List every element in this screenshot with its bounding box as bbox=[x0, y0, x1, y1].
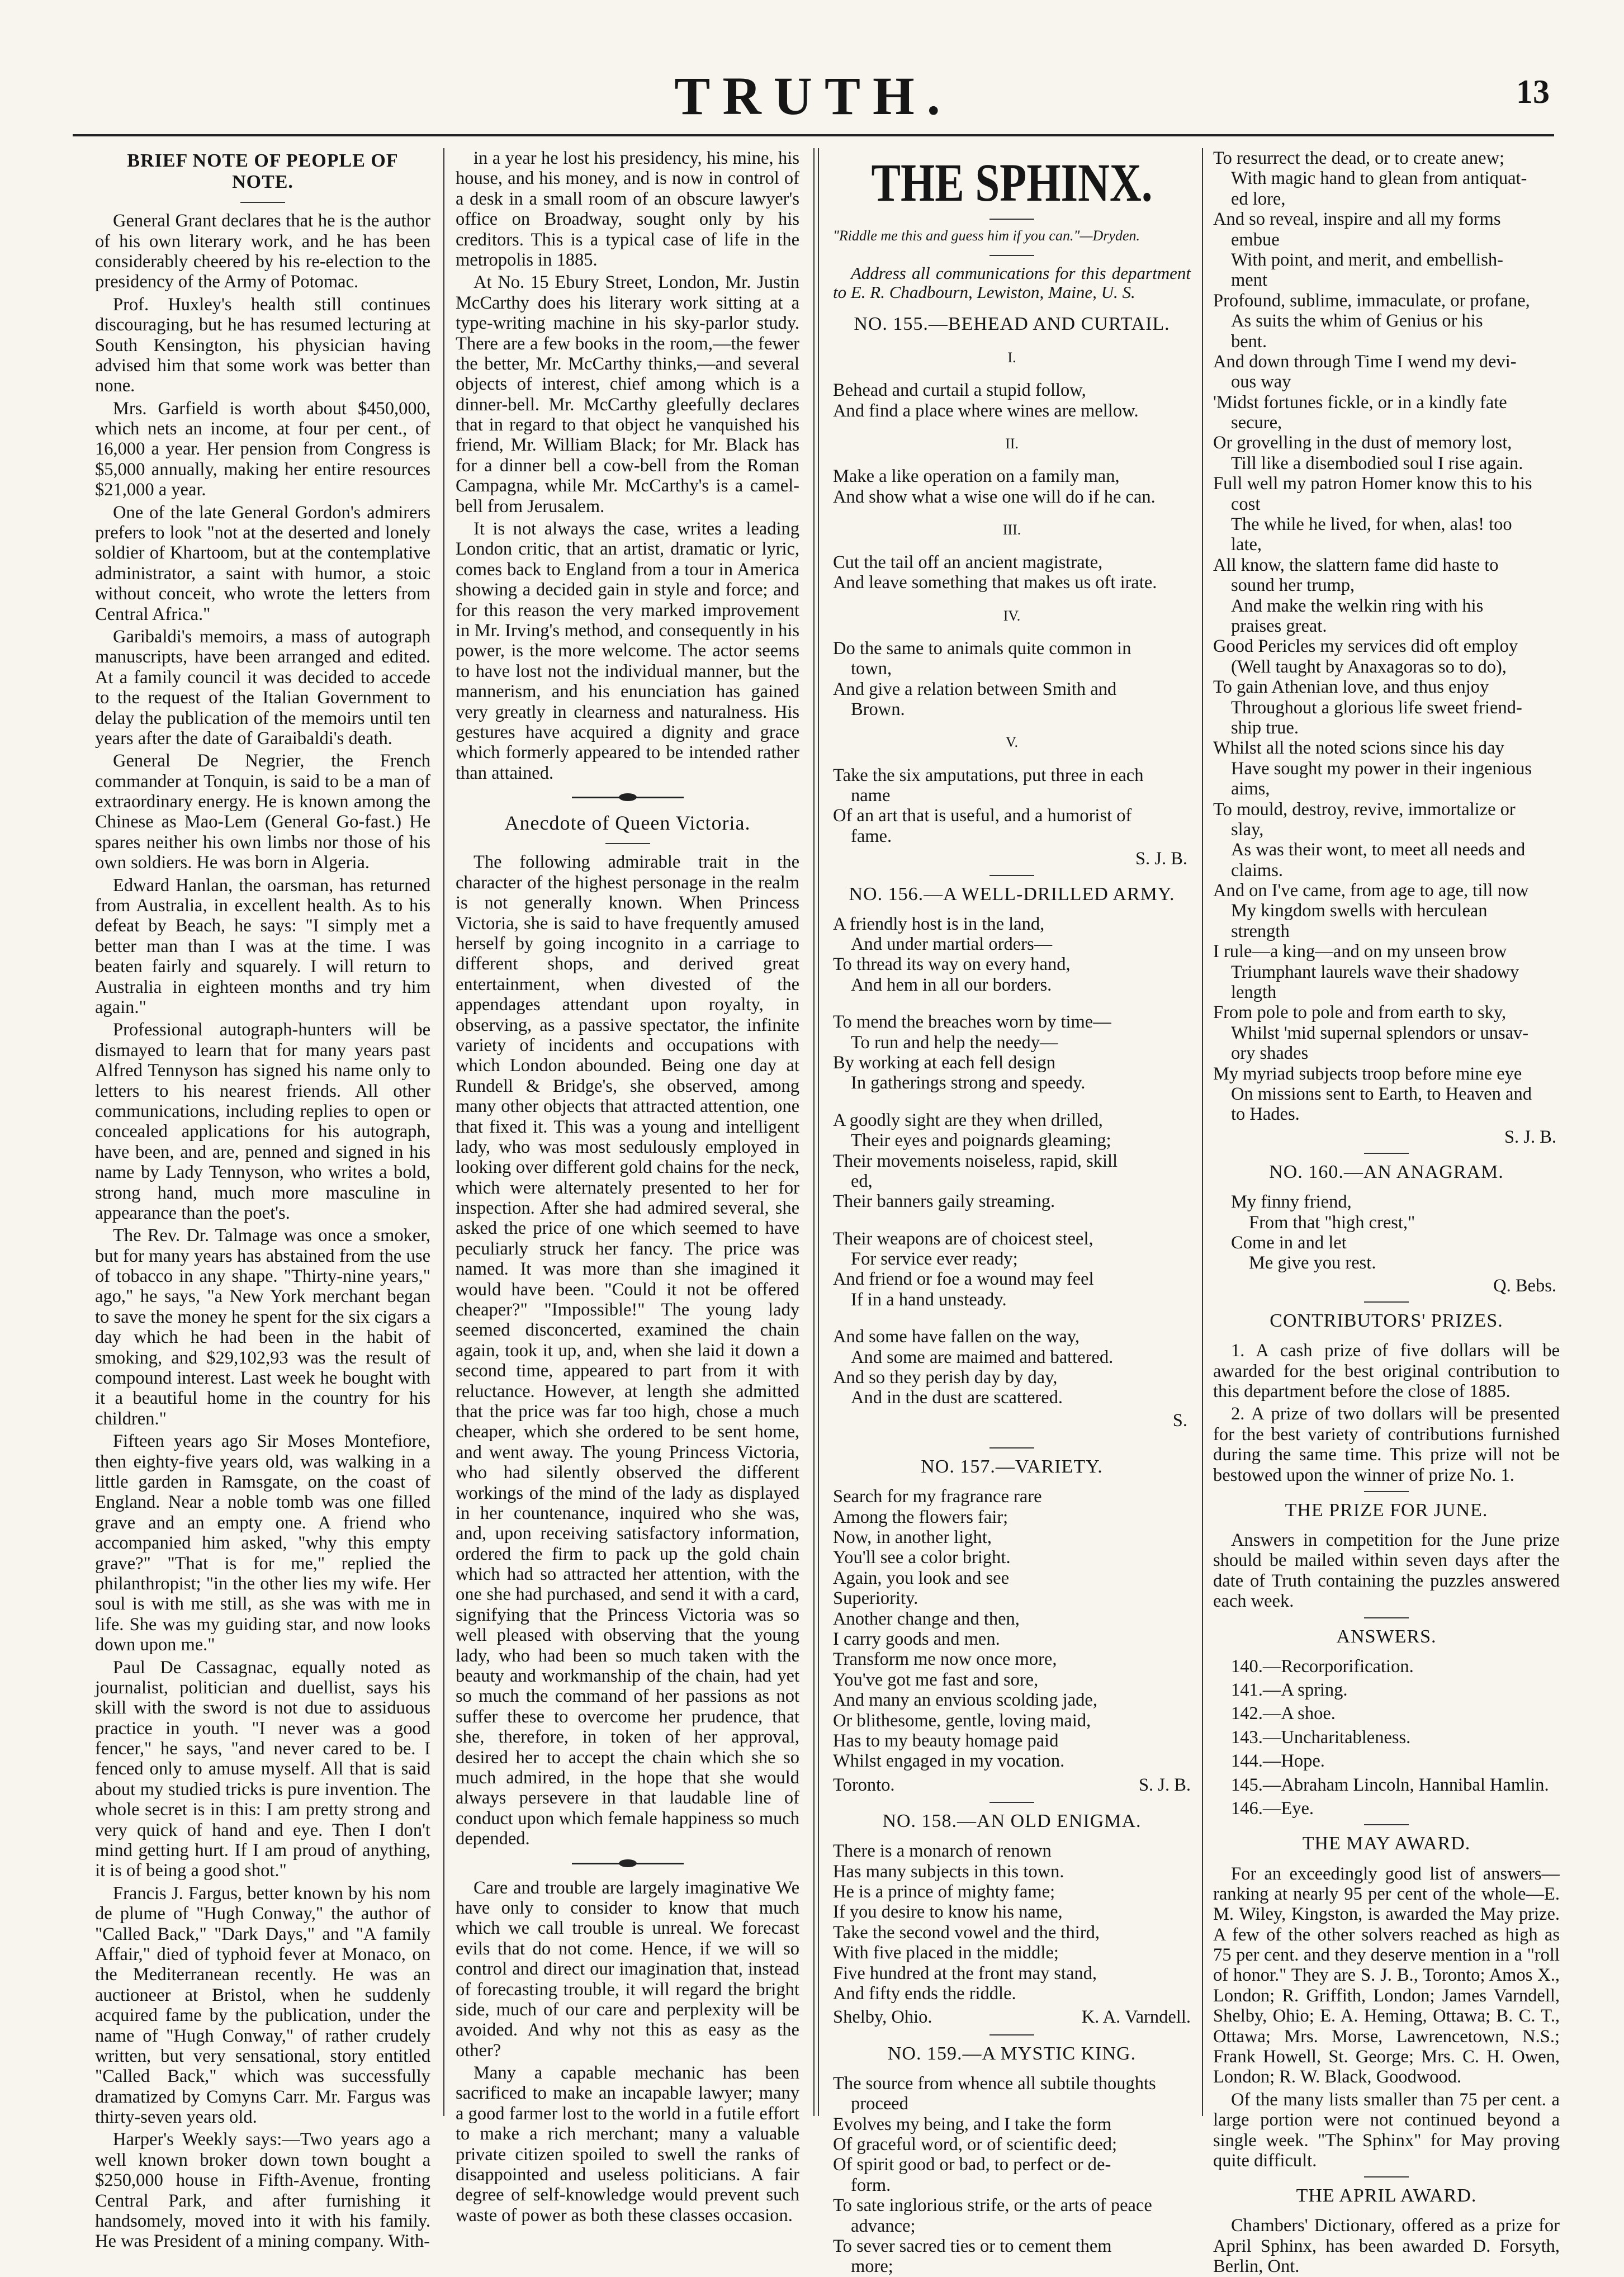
verse-line: Their banners gaily streaming. bbox=[833, 1191, 1055, 1212]
verse-line: And down through Time I wend my devi- bbox=[1213, 351, 1517, 372]
verse-line: From that "high crest," bbox=[1249, 1212, 1415, 1233]
paragraph: Harper's Weekly says:—Two years ago a well known broker down town bought a $250,000 house in Fifth-Avenue, fronting Central Park, and after furnishing it handsomely, moved into it with his family. He was President of a mining company. With- bbox=[95, 2129, 430, 2252]
verse-line: Cut the tail off an ancient magistrate, bbox=[833, 552, 1103, 573]
verse-line: You'll see a color bright. bbox=[833, 1547, 1011, 1568]
column-2 bbox=[456, 148, 799, 2226]
paragraph: General Grant declares that he is the author of his own literary work, and he has been considerably cheered by his re-election to the presidency of the Army of Potomac. bbox=[95, 211, 430, 292]
verse-line: And friend or foe a wound may feel bbox=[833, 1269, 1094, 1290]
verse-line: By working at each fell design bbox=[833, 1052, 1056, 1073]
divider bbox=[1364, 1153, 1409, 1154]
paragraph: Prof. Huxley's health still continues discouraging, but he has resumed lecturing at South Kensington, his physician having advised him that some work was better than none. bbox=[95, 294, 430, 396]
verse-line: Make a like operation on a family man, bbox=[833, 466, 1120, 487]
column-rule bbox=[1202, 148, 1203, 2116]
column-3 bbox=[833, 148, 1191, 2277]
section-heading: ANSWERS. bbox=[1336, 1626, 1437, 1647]
verse-line: Another change and then, bbox=[833, 1608, 1020, 1629]
verse-line: Of an art that is useful, and a humorist of bbox=[833, 806, 1132, 826]
verse-line: ory shades bbox=[1231, 1043, 1309, 1064]
verse-line: To mould, destroy, revive, immortalize or bbox=[1213, 799, 1516, 820]
paragraph: General De Negrier, the French commander at Tonquin, is said to be a man of extraordinary energy. He is known among the Chinese as Mao-Lem (General Go-fast.) He spares neither his own limbs nor those of his own soldiers. He was born in Algeria. bbox=[95, 751, 430, 873]
verse-line: more; bbox=[851, 2256, 893, 2277]
puzzle-155 bbox=[833, 349, 1191, 846]
signature: K. A. Varndell. bbox=[1081, 2007, 1191, 2028]
verse-line: Whilst engaged in my vocation. bbox=[833, 1751, 1065, 1772]
epigraph: "Riddle me this and guess him if you can."—Dryden. bbox=[833, 227, 1140, 244]
verse-line: And leave something that makes us oft irate. bbox=[833, 572, 1157, 593]
verse-line: My myriad subjects troop before mine eye bbox=[1213, 1063, 1522, 1084]
article-body bbox=[456, 148, 799, 783]
verse-line: If you desire to know his name, bbox=[833, 1902, 1063, 1923]
verse-line: To mend the breaches worn by time— bbox=[833, 1012, 1111, 1033]
stanza bbox=[833, 1110, 1191, 1212]
verse-line: bent. bbox=[1231, 331, 1267, 352]
verse-line: Has to my beauty homage paid bbox=[833, 1730, 1059, 1751]
roman-numeral: III. bbox=[1002, 521, 1021, 538]
verse-line: fame. bbox=[851, 826, 892, 846]
verse-line: The source from whence all subtile thoughts bbox=[833, 2073, 1156, 2094]
verse-line: And fifty ends the riddle. bbox=[833, 1983, 1016, 2004]
verse-line: Their eyes and poignards gleaming; bbox=[851, 1130, 1111, 1151]
verse-line: name bbox=[851, 785, 891, 806]
verse-line: With magic hand to glean from antiquat- bbox=[1231, 168, 1527, 189]
verse-line: From pole to pole and from earth to sky, bbox=[1213, 1002, 1507, 1023]
divider bbox=[989, 219, 1034, 220]
roman-numeral: I. bbox=[1007, 349, 1016, 366]
verse-line: Evolves my being, and I take the form bbox=[833, 2114, 1112, 2134]
column-1 bbox=[95, 148, 430, 2252]
paragraph: Francis J. Fargus, better known by his nom de plume of "Hugh Conway," the author of "Called Back," "Dark Days," and "A family Affair," died of typhoid fever at Monaco, on the Mediterranean recently. He was an auctioneer at Bristol, when he suddenly acquired fame by the publication, under the name of "Hugh Conway," of rather crudely written, but very sensational, story entitled "Called Back," which was successfully dramatized by Comyns Carr. Mr. Fargus was thirty-seven years old. bbox=[95, 1883, 430, 2128]
may-award-body bbox=[1213, 1864, 1560, 2171]
verse-line: Search for my fragrance rare bbox=[833, 1487, 1042, 1507]
verse-line: Now, in another light, bbox=[833, 1527, 992, 1548]
paragraph: Many a capable mechanic has been sacrificed to make an incapable lawyer; many a good farmer lost to the world in a futile effort to make a rich merchant; many a valuable private citizen spoiled to swell the ranks of disappointed and useless politicians. A fair degree of self-knowledge would prevent such waste of power as both these classes occasion. bbox=[456, 2063, 799, 2226]
paragraph: Professional autograph-hunters will be dismayed to learn that for many years past Alfred Tennyson has signed his name only to letters to his nearest friends. All other communications, including replies to open or concealed applications for his autograph, have been, and are, penned and signed in his name by Lady Tennyson, who writes a bold, strong hand, much more masculine in appearance than the poet's. bbox=[95, 1020, 430, 1223]
article-body bbox=[456, 1878, 799, 2226]
paragraph: 2. A prize of two dollars will be presented for the best variety of contributions furnished during the same time. This prize will not be bestowed upon the winner of prize No. 1. bbox=[1213, 1404, 1560, 1485]
verse-line: Me give you rest. bbox=[1249, 1253, 1376, 1274]
paragraph: Fifteen years ago Sir Moses Montefiore, then eighty-five years old, was walking in a little garden in Ramsgate, on the coast of England. Near a noble tomb was one filled grave and an empty one. A friend who accompanied him asked, "why this empty grave?" "That is for me," replied the philanthropist; "in the other lies my wife. Her soul is with me still, as she was with me in life. She was my guiding star, and now looks down upon me." bbox=[95, 1431, 430, 1655]
puzzle-heading: NO. 159.—A MYSTIC KING. bbox=[887, 2043, 1137, 2064]
answer-item: 142.—A shoe. bbox=[1231, 1703, 1336, 1724]
divider bbox=[1364, 1491, 1409, 1492]
verse-line: And under martial orders— bbox=[851, 934, 1053, 955]
masthead-title: TRUTH. bbox=[674, 66, 953, 126]
answer-item: 144.—Hope. bbox=[1231, 1751, 1325, 1772]
roman-numeral: V. bbox=[1006, 734, 1018, 751]
paragraph: For an exceedingly good list of answers—ranking at nearly 95 per cent of the whole—E. M. Wiley, Kingston, is awarded the May prize. A few of the other solvers reached as high as 75 per cent. and they deserve mention in a "roll of honor." They are S. J. B., Toronto; Amos X., London; R. Griffith, London; James Varndell, Shelby, Ohio; E. A. Heming, Ottawa; B. C. T., Ottawa; Mrs. Morse, Lawrencetown, N.S.; Frank Howell, St. George; Mrs. C. H. Owen, London; R. W. Black, Goodwood. bbox=[1213, 1863, 1560, 2087]
signature-row bbox=[833, 1775, 1191, 1795]
stanza bbox=[833, 914, 1191, 996]
paragraph: in a year he lost his presidency, his mine, his house, and his money, and is now in control of a desk in a small room of an obscure lawyer's office on Broadway, sought only by his creditors. This is a typical case of life in the metropolis in 1885. bbox=[456, 148, 799, 270]
paragraph: One of the late General Gordon's admirers prefers to look "not at the deserted and lonely soldier of Khartoom, but at the contemplative administrator, a saint with humor, a stoic without conceit, who wrote the letters from Central Africa." bbox=[95, 502, 430, 624]
answer-item: 141.—A spring. bbox=[1231, 1680, 1348, 1701]
verse-line: My kingdom swells with herculean bbox=[1231, 901, 1488, 921]
verse-line: With five placed in the middle; bbox=[833, 1943, 1059, 1963]
verse-line: And give a relation between Smith and bbox=[833, 679, 1117, 699]
paragraph: It is not always the case, writes a leading London critic, that an artist, dramatic or lyric, comes back to England from a tour in America showing a decided gain in style and force; and for this reason the very marked improvement in Mr. Irving's method, and consequently in his power, is the more welcome. The actor seems to have lost not the individual manner, but the mannerism, and his enunciation has gained very greatly in clearness and naturalness. His gestures have acquired a dignity and grace which formerly appeared to be intended rather than attained. bbox=[456, 519, 799, 783]
verse-line: To sate inglorious strife, or the arts of peace bbox=[833, 2195, 1152, 2216]
verse-line: For service ever ready; bbox=[851, 1249, 1018, 1270]
verse-line: claims. bbox=[1231, 860, 1283, 880]
verse-line: embue bbox=[1231, 229, 1280, 250]
signature: S. J. B. bbox=[1135, 849, 1187, 869]
paragraph: Answers in competition for the June prize should be mailed within seven days after the date of Truth containing the puzzles answered each week. bbox=[1213, 1530, 1560, 1612]
answer-item: 145.—Abraham Lincoln, Hannibal Hamlin. bbox=[1231, 1774, 1549, 1795]
section-heading: CONTRIBUTORS' PRIZES. bbox=[1270, 1310, 1503, 1332]
verse-line: As suits the whim of Genius or his bbox=[1231, 311, 1483, 332]
verse-line: And make the welkin ring with his bbox=[1231, 595, 1484, 616]
verse-line: Or blithesome, gentle, loving maid, bbox=[833, 1710, 1091, 1731]
verse-line: To resurrect the dead, or to create anew; bbox=[1213, 148, 1505, 168]
verse-line: Triumphant laurels wave their shadowy bbox=[1231, 962, 1519, 982]
verse-line: Brown. bbox=[851, 699, 905, 720]
answer-item: 146.—Eye. bbox=[1231, 1798, 1314, 1819]
verse-line: secure, bbox=[1231, 413, 1282, 433]
verse-line: Has many subjects in this town. bbox=[833, 1861, 1064, 1882]
section-heading: THE APRIL AWARD. bbox=[1296, 2185, 1477, 2207]
page-number: 13 bbox=[1516, 73, 1550, 110]
verse-line: A friendly host is in the land, bbox=[833, 913, 1045, 934]
puzzle-158 bbox=[833, 1841, 1191, 2004]
sphinx-title: THE SPHINX. bbox=[871, 153, 1153, 212]
place: Toronto. bbox=[833, 1774, 895, 1795]
section-heading: THE MAY AWARD. bbox=[1302, 1833, 1471, 1854]
paragraph: 1. A cash prize of five dollars will be awarded for the best original contribution to this department before the close of 1885. bbox=[1213, 1341, 1560, 1402]
divider bbox=[989, 875, 1034, 876]
puzzle-159 bbox=[833, 2074, 1191, 2277]
verse-line: Whilst all the noted scions since his day bbox=[1213, 738, 1504, 759]
section-heading: BRIEF NOTE OF PEOPLE OF NOTE. bbox=[127, 150, 399, 193]
divider bbox=[989, 1802, 1034, 1803]
verse-line: 'Midst fortunes fickle, or in a kindly fate bbox=[1213, 392, 1507, 413]
verse-line: To gain Athenian love, and thus enjoy bbox=[1213, 677, 1489, 698]
verse-line: aims, bbox=[1231, 779, 1270, 799]
verse-line: I rule—a king—and on my unseen brow bbox=[1213, 941, 1507, 962]
verse-line: There is a monarch of renown bbox=[833, 1841, 1052, 1862]
verse-line: The while he lived, for when, alas! too bbox=[1231, 514, 1512, 535]
article-body bbox=[456, 852, 799, 1849]
roman-numeral: IV. bbox=[1003, 607, 1021, 624]
verse-line: to Hades. bbox=[1231, 1104, 1300, 1125]
article-body bbox=[95, 211, 430, 2252]
verse-line: (Well taught by Anaxagoras so to do), bbox=[1231, 656, 1507, 677]
verse-line: form. bbox=[851, 2175, 891, 2195]
verse-line: ous way bbox=[1231, 372, 1291, 392]
verse-line: Throughout a glorious life sweet friend- bbox=[1231, 697, 1522, 718]
verse-line: Or grovelling in the dust of memory lost, bbox=[1213, 433, 1512, 453]
verse-line: And hem in all our borders. bbox=[851, 974, 1052, 995]
place: Shelby, Ohio. bbox=[833, 2007, 932, 2028]
verse-line: And so reveal, inspire and all my forms bbox=[1213, 209, 1501, 230]
verse-line: Have sought my power in their ingenious bbox=[1231, 758, 1532, 779]
divider bbox=[989, 255, 1034, 256]
verse-line: Five hundred at the front may stand, bbox=[833, 1963, 1097, 1984]
answers-list bbox=[1213, 1656, 1560, 1819]
verse-line: And many an envious scolding jade, bbox=[833, 1690, 1097, 1711]
divider bbox=[605, 843, 650, 844]
paragraph: Paul De Cassagnac, equally noted as journalist, politician and duellist, says his skill with the sword is not due to assiduous practice in youth. "I never was a good fencer," he says, "and never cared to be. I fenced only to amuse myself. All that is said about my studied tricks is pure invention. The whole secret is in this: I am pretty strong and very quick of hand and eye. Then I don't mind getting hurt. If I am proud of anything, it is of being a good shot." bbox=[95, 1657, 430, 1881]
paragraph: Care and trouble are largely imaginative We have only to consider to know that much which we call trouble is unreal. We forecast evils that do not come. Hence, if we will so control and direct our imagination that, instead of forecasting trouble, it will regard the bright side, much of our care and perplexity will be avoided. And why not this as easy as the other? bbox=[456, 1877, 799, 2061]
verse-line: And some are maimed and battered. bbox=[851, 1347, 1114, 1367]
signature: S. J. B. bbox=[1504, 1126, 1556, 1147]
verse-line: Their movements noiseless, rapid, skill bbox=[833, 1151, 1118, 1171]
divider bbox=[1364, 2176, 1409, 2177]
paragraph: Garibaldi's memoirs, a mass of autograph manuscripts, have been arranged and edited. At a family council it was decided to accede to the request of the Italian Government to delay the publication of the memoirs until ten years after the date of Garaibaldi's death. bbox=[95, 626, 430, 749]
verse-line: To run and help the needy— bbox=[851, 1032, 1058, 1053]
puzzle-156 bbox=[833, 914, 1191, 1431]
column-rule bbox=[443, 148, 444, 2116]
stanza bbox=[833, 1229, 1191, 1310]
verse-line: All know, the slattern fame did haste to bbox=[1213, 555, 1499, 575]
ornamental-divider bbox=[572, 1863, 684, 1864]
stanza bbox=[833, 1327, 1191, 1431]
divider bbox=[1364, 1824, 1409, 1825]
verse-line: length bbox=[1231, 982, 1277, 1003]
verse-line: Again, you look and see bbox=[833, 1568, 1010, 1588]
signature-row bbox=[833, 2007, 1191, 2027]
puzzle-160 bbox=[1213, 1192, 1560, 1274]
verse-line: Transform me now once more, bbox=[833, 1649, 1057, 1670]
verse-line: And show what a wise one will do if he can. bbox=[833, 486, 1156, 507]
address-note: Address all communications for this department to E. R. Chadbourn, Lewiston, Maine, U. S. bbox=[833, 263, 1191, 302]
verse-line: late, bbox=[1231, 534, 1262, 555]
verse-line: Whilst 'mid supernal splendors or unsav- bbox=[1231, 1022, 1529, 1043]
verse-line: ment bbox=[1231, 270, 1267, 291]
verse-line: On missions sent to Earth, to Heaven and bbox=[1231, 1083, 1532, 1104]
verse-line: ed, bbox=[851, 1171, 873, 1191]
puzzle-heading: NO. 158.—AN OLD ENIGMA. bbox=[882, 1811, 1142, 1832]
divider bbox=[1364, 1301, 1409, 1303]
puzzle-159-continued bbox=[1213, 148, 1560, 1125]
verse-line: Superiority. bbox=[833, 1588, 918, 1609]
ornamental-divider bbox=[572, 797, 684, 798]
verse-line: With point, and merit, and embellish- bbox=[1231, 249, 1503, 270]
verse-line: In gatherings strong and speedy. bbox=[851, 1073, 1086, 1093]
verse-line: Of spirit good or bad, to perfect or de- bbox=[833, 2155, 1111, 2175]
verse-line: To thread its way on every hand, bbox=[833, 954, 1071, 975]
paragraph: Mrs. Garfield is worth about $450,000, which nets an income, at four per cent., of 16,000 a year. Her pension from Congress is $5,000 annually, making her entire resources $21,000 a year. bbox=[95, 398, 430, 500]
verse-line: Good Pericles my services did oft employ bbox=[1213, 636, 1518, 657]
verse-line: ship true. bbox=[1231, 717, 1299, 738]
verse-line: As was their wont, to meet all needs and bbox=[1231, 840, 1526, 860]
verse-line: Full well my patron Homer know this to his bbox=[1213, 474, 1532, 494]
section-heading: THE PRIZE FOR JUNE. bbox=[1285, 1499, 1488, 1521]
paragraph: The Rev. Dr. Talmage was once a smoker, but for many years has abstained from the use of tobacco in any shape. "Thirty-nine years," ago," he says, "a New York merchant began to save the money he spent for the six cigars a day which he had been in the habit of smoking, and $29,102,93 was the result of compound interest. Last week he bought with it a beautiful home in the country for his children." bbox=[95, 1225, 430, 1429]
verse-line: And in the dust are scattered. bbox=[851, 1388, 1063, 1408]
verse-line: Profound, sublime, immaculate, or profane, bbox=[1213, 290, 1530, 311]
verse-line: ed lore, bbox=[1231, 188, 1286, 209]
signature: S. J. B. bbox=[1138, 1774, 1191, 1795]
prizes-body bbox=[1213, 1341, 1560, 1485]
verse-line: You've got me fast and sore, bbox=[833, 1669, 1039, 1690]
verse-line: I carry goods and men. bbox=[833, 1629, 1000, 1650]
verse-line: Come in and let bbox=[1231, 1233, 1347, 1253]
verse-line: He is a prince of mighty fame; bbox=[833, 1882, 1055, 1902]
answer-item: 140.—Recorporification. bbox=[1231, 1656, 1414, 1677]
verse-line: To sever sacred ties or to cement them bbox=[833, 2236, 1112, 2256]
verse-line: A goodly sight are they when drilled, bbox=[833, 1110, 1103, 1130]
masthead bbox=[73, 61, 1554, 136]
divider bbox=[240, 202, 285, 203]
verse-line: And so they perish day by day, bbox=[833, 1367, 1058, 1388]
verse-line: praises great. bbox=[1231, 616, 1327, 636]
verse-line: Of graceful word, or of scientific deed; bbox=[833, 2134, 1118, 2155]
divider bbox=[989, 2034, 1034, 2035]
paragraph: Of the many lists smaller than 75 per cent. a large portion were not continued beyond a single week. "The Sphinx" for May proving quite difficult. bbox=[1213, 2089, 1560, 2171]
stanza bbox=[833, 1012, 1191, 1093]
verse-line: cost bbox=[1231, 494, 1261, 514]
section-heading: Anecdote of Queen Victoria. bbox=[504, 812, 751, 835]
verse-line: proceed bbox=[851, 2094, 908, 2114]
column-rule-double bbox=[813, 148, 819, 2116]
signature: S. bbox=[1172, 1410, 1187, 1431]
verse-line: My finny friend, bbox=[1231, 1192, 1352, 1213]
verse-line: Take the second vowel and the third, bbox=[833, 1922, 1100, 1943]
puzzle-heading: NO. 155.—BEHEAD AND CURTAIL. bbox=[854, 314, 1170, 335]
puzzle-heading: NO. 157.—VARIETY. bbox=[921, 1456, 1103, 1478]
verse-line: advance; bbox=[851, 2216, 916, 2236]
verse-line: slay, bbox=[1231, 819, 1264, 840]
verse-line: Take the six amputations, put three in each bbox=[833, 765, 1144, 785]
paragraph: Chambers' Dictionary, offered as a prize for April Sphinx, has been awarded D. Forsyth, Berlin, Ont. bbox=[1213, 2216, 1560, 2277]
signature: Q. Bebs. bbox=[1493, 1275, 1556, 1296]
roman-numeral: II. bbox=[1005, 435, 1019, 452]
verse-line: Among the flowers fair; bbox=[833, 1507, 1009, 1527]
paragraph: The following admirable trait in the character of the highest personage in the realm is not generally known. When Princess Victoria, she is said to have frequently amused herself by going incognito in a carriage to different shops, and derived great entertainment, when divested of the appendages attendant upon royalty, in observing, as a passive spectator, the infinite variety of incidents and occupations with which London abounded. Being one day at Rundell & Bridge's, she observed, among many other objects that attracted attention, one that fixed it. This was a young and intelligent lady, who was most sedulously employed in looking over different gold chains for the neck, which were alternately presented to her for inspection. After she had admired several, she asked the price of one which seemed to have peculiarly struck her fancy. The price was named. It was more than she imagined it would have been. "Could it not be offered cheaper?" "Impossible!" The young lady seemed disconcerted, examined the chain again, took it up, and, when she laid it down a second time, appeared to part from it with reluctance. However, at length she admitted that the price was far too high, chose a much cheaper, which she ordered to be sent home, and went away. The young Princess Victoria, who had silently observed the different workings of the mind of the lady as displayed in her countenance, inquired who she was, and, upon receiving satisfactory information, ordered the firm to pack up the gold chain which had so attracted her attention, with the one she had purchased, and send it with a card, signifying that the Princess Victoria was so well pleased with observing that the young lady, who had been so much taken with the beauty and workmanship of the chain, had yet so much the command of her passions as not suffer these to overcome her prudence, that she, therefore, in token of her approval, desired her to accept the chain which she so much admired, in the hope that she would always persevere in that laudable line of conduct upon which female happiness so much depended. bbox=[456, 852, 799, 1849]
verse-line: If in a hand unsteady. bbox=[851, 1289, 1007, 1310]
verse-line: And some have fallen on the way, bbox=[833, 1327, 1080, 1347]
paragraph: At No. 15 Ebury Street, London, Mr. Justin McCarthy does his literary work sitting at a type-writing machine in his sky-parlor study. There are a few books in the room,—the fewer the better, Mr. McCarthy thinks,—and several objects of interest, chief among which is a dinner-bell. Mr. McCarthy gleefully declares that in regard to that object he vanquished his friend, Mr. William Black; for Mr. Black has for a dinner bell a cow-bell from the Roman Campagna, while Mr. McCarthy's is a camel-bell from Jerusalem. bbox=[456, 272, 799, 517]
verse-line: strength bbox=[1231, 921, 1290, 941]
verse-line: Do the same to animals quite common in bbox=[833, 638, 1131, 659]
divider bbox=[1364, 1617, 1409, 1618]
verse-line: Their weapons are of choicest steel, bbox=[833, 1228, 1093, 1249]
verse-line: sound her trump, bbox=[1231, 575, 1355, 596]
puzzle-heading: NO. 156.—A WELL-DRILLED ARMY. bbox=[849, 883, 1175, 905]
column-4 bbox=[1213, 148, 1560, 2277]
verse-line: And find a place where wines are mellow. bbox=[833, 400, 1139, 421]
answer-item: 143.—Uncharitableness. bbox=[1231, 1727, 1411, 1748]
puzzle-heading: NO. 160.—AN ANAGRAM. bbox=[1269, 1162, 1504, 1183]
verse-line: town, bbox=[851, 659, 892, 679]
verse-line: Behead and curtail a stupid follow, bbox=[833, 380, 1086, 401]
verse-line: Till like a disembodied soul I rise again. bbox=[1231, 453, 1523, 474]
divider bbox=[989, 1447, 1034, 1448]
verse-line: And on I've came, from age to age, till now bbox=[1213, 880, 1529, 901]
puzzle-157 bbox=[833, 1487, 1191, 1771]
paragraph: Edward Hanlan, the oarsman, has returned from Australia, in excellent health. As to his defeat by Beach, he says: "I simply met a better man than I was at the time. I was beaten fairly and squarely. I will return to Australia in eighteen months and try him again." bbox=[95, 875, 430, 1017]
